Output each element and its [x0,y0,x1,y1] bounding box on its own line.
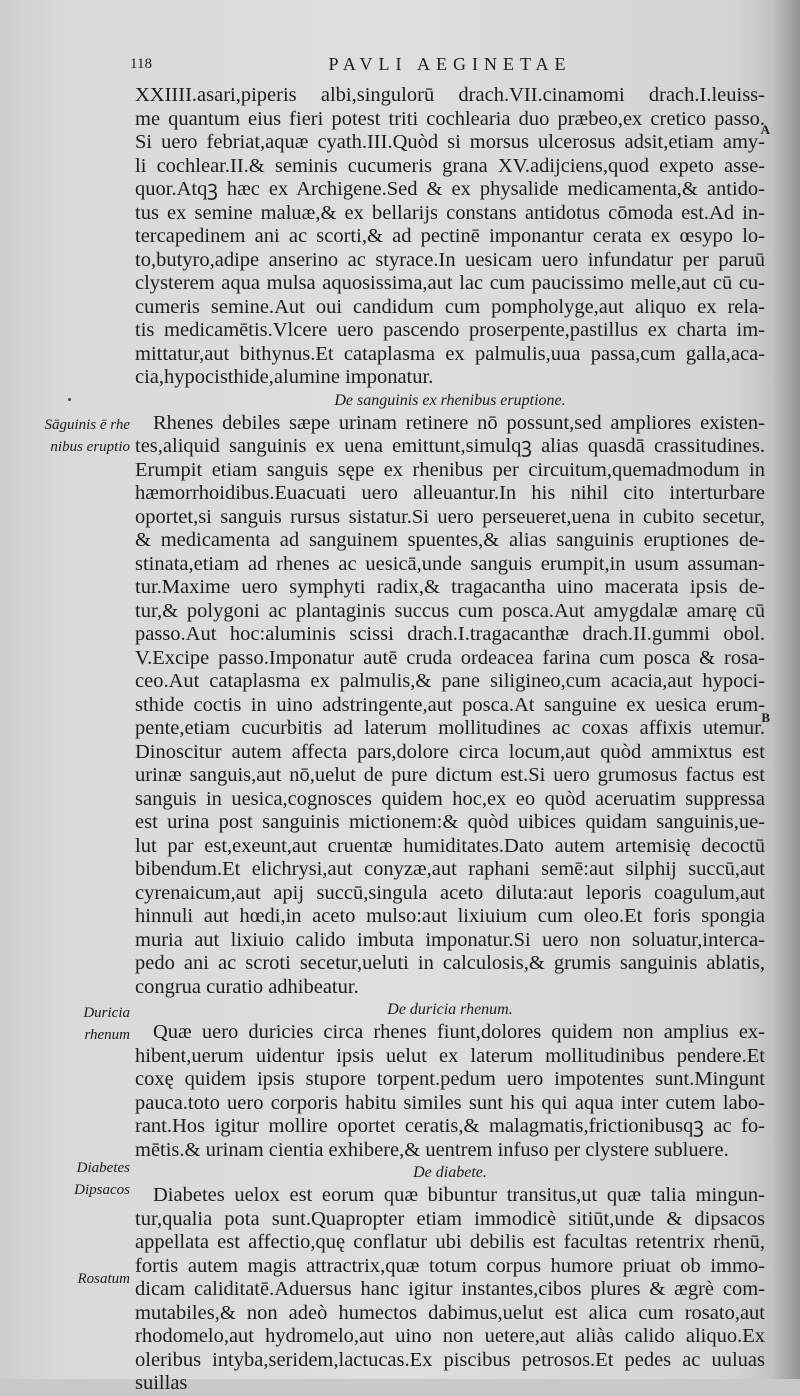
section-duricia [135,1021,765,1162]
section-heading-sanguinis: De sanguinis ex rhenibus eruptione. [334,391,566,409]
page-edge-shadow [772,0,800,1379]
text-line: tur.Maxime uero symphyti radix,& tragacantha uino macerata ipsis de- [135,576,765,598]
text-line: Diabetes uelox est eorum quæ bibuntur transitus,ut quæ talia mingun- [153,1184,765,1206]
text-line: Erumpit etiam sanguis sępe ex rhenibus per circuitum,quemadmodum in [135,458,765,481]
text-line: muria aut lixiuio calido imbuta imponatur.Si uero non soluatur,interca- [135,928,765,951]
text-line: li cochlear.II.& seminis cucumeris grana XV.adijciens,quod expeto asse- [135,154,765,177]
text-line: & medicamenta ad sanguinem spuentes,& alias sanguinis eruptiones de- [135,529,765,551]
margin-note-line: Duricia [83,1005,130,1021]
text-line: appellata est affectio,quę conflatur ubi debilis est facultas retentrix rhenū, [135,1231,765,1253]
text-line: Quæ uero duricies circa rhenes fiunt,dolores quidem non amplius ex- [153,1021,765,1043]
margin-note-line: Rosatum [77,1271,130,1287]
margin-dot [68,398,71,401]
text-line: coxę quidem ipsis stupore torpent.pedum uero impotentes sunt.Mingunt [135,1068,765,1090]
text-line: oportet,si sanguis rursus sistatur.Si uero perseueret,uena in cubito secetur, [135,505,765,528]
margin-note-line: Sāguinis ē rhe [44,417,130,433]
text-line: tur,& polygoni ac plantaginis succus cum posca.Aut amygdalæ amarę cū [135,599,765,622]
text-line: me quantum eius fieri potest triti cochlearia duo præbeo,ex cretico passo. [135,107,765,130]
text-line: sanguis in uesica,cognosces quidem hoc,ex eo quòd aceruatim suppressa [135,787,765,810]
section-previous-continuation [135,84,765,390]
margin-note-line: Diabetes [76,1160,130,1176]
text-line: dicam caliditatē.Aduersus hanc igitur instantes,cibos plures & ægrè com- [135,1278,765,1300]
margin-note-diabetes [30,1157,130,1201]
section-heading-duricia: De duricia rhenum. [387,1001,513,1018]
running-head [130,54,770,78]
margin-note-sanguinis [30,414,130,458]
text-line: hæmorrhoidibus.Euacuati uero alleuantur.In his nihil cito interturbare [135,482,765,504]
section-marker-a: A [760,122,770,137]
text-line: sthide coctis in uino adstringente,aut posca.At sanguine ex uesica erum- [135,693,765,716]
text-line: pente,etiam cucurbitis ad laterum mollitudines ac coxas affixis utemur. [135,717,765,739]
section-heading-diabete: De diabete. [413,1164,487,1181]
text-line: tur,qualia pota sunt.Quapropter etiam immodicè sitiūt,unde & dipsacos [135,1207,765,1230]
text-line: XXIIII.asari,piperis albi,singulorū drach.VII.cinamomi drach.I.leuiss- [135,84,765,106]
section-marker-b: B [761,710,770,725]
text-line: tis medicamētis.Vlcere uero pascendo proserpente,pastillus ex charta im- [135,319,765,341]
text-line: est urina post sanguinis mictionem:& quòd uibices quidam sanguinis,ue- [135,811,765,833]
text-line: lut par est,exeunt,aut cruentæ humiditates.Dato autem artemisię decoctū [135,834,765,857]
text-line: stinata,etiam ad rhenes ac uesicā,unde sanguis erumpit,in usum assuman- [135,552,765,575]
text-line: bibendum.Et elichrysi,aut conyzæ,aut raphani semē:aut silphij succū,aut [135,858,765,880]
margin-note-rosatum [30,1268,130,1290]
section-sanguinis [135,412,765,1000]
text-line: quor.Atqꝫ hæc ex Archigene.Sed & ex physalide medicamenta,& antido- [135,178,765,200]
text-line: tes,aliquid sanguinis ex uena emittunt,simulqꝫ alias quasdā crassitudines. [135,435,765,457]
text-line: mutabiles,& non adeò humectos dabimus,uelut est alica cum rosato,aut [135,1301,765,1324]
text-line: Si uero febriat,aquæ cyath.III.Quòd si morsus ulcerosus adsit,etiam amy- [135,131,765,153]
running-title: PAVLI AEGINETAE [328,54,572,74]
margin-note-line: nibus eruptio [50,439,130,455]
margin-note-line: Dipsacos [74,1182,130,1198]
text-line: tercapedinem ani ac scorti,& ad pectinē imponantur cerata ex œsypo lo- [135,225,765,247]
text-line: oleribus intyba,seridem,lactucas.Ex piscibus petrosos.Et pedes ac uuluas [135,1348,765,1371]
text-line: mētis.& urinam cientia exhibere,& uentrem infuso per clystere subluere. [135,1138,729,1161]
text-line: cia,hypocisthide,alumine imponatur. [135,366,434,388]
text-line: urinæ sanguis,aut nō,uelut de pure dictum est.Si uero grumosus factus est [135,764,765,786]
text-line: Rhenes debiles sæpe urinam retinere nō possunt,sed ampliores existen- [153,411,765,434]
text-line: ceo.Aut cataplasma ex palmulis,& pane siligineo,cum acacia,aut hypoci- [135,670,765,692]
text-line: clysterem aqua mulsa aquosissima,aut lac cum paucissimo melle,aut cū cu- [135,272,765,294]
text-line: congrua curatio adhibeatur. [135,975,359,998]
text-line: mittatur,aut bithynus.Et cataplasma ex palmulis,uua passa,cum galla,aca- [135,342,765,365]
text-line: pedo ani ac scroti secetur,ueluti in calculosis,& grumis sanguinis ablatis, [135,952,765,974]
text-line: Dinoscitur autem affecta pars,dolore circa locum,aut quòd ammixtus est [135,740,765,763]
text-line: cumeris semine.Aut oui candidum cum pompholyge,aut aliquo ex rela- [135,295,765,318]
text-line: rant.Hos igitur mollire oportet ceratis,& malagmatis,frictionibusqꝫ ac fo- [135,1115,765,1137]
margin-note-duricia [30,1002,130,1046]
text-line: cyrenaicum,aut apij succū,singula aceto diluta:aut leporis coagulum,aut [135,881,765,904]
text-line: to,butyro,adipe anserino ac styrace.In uesicam uero infundatur per paruū [135,248,765,271]
page-number: 118 [130,56,152,72]
text-line: hinnuli aut hœdi,in aceto mulso:aut lixiuium cum oleo.Et foris spongia [135,905,765,927]
text-line: rhodomelo,aut hydromelo,aut uino non uetere,aut aliàs calido aliquo.Ex [135,1325,765,1347]
text-line: fortis autem magis attractrix,quæ totum corpus humore priuat ob immo- [135,1254,765,1277]
margin-note-line: rhenum [84,1027,130,1043]
text-line: passo.Aut hoc:aluminis scissi drach.I.tragacanthæ drach.II.gummi obol. [135,623,765,645]
text-line: V.Excipe passo.Imponatur autē cruda ordeacea farina cum posca & rosa- [135,646,765,669]
section-diabete [135,1184,765,1396]
text-line: tus ex semine maluæ,& ex bellarijs constans antidotus cōmoda est.Ad in- [135,201,765,224]
main-text-column [135,84,765,1396]
catchword: suillas [135,1372,188,1394]
text-line: hibent,uerum uidentur ipsis uelut ex laterum mollitudinibus pendere.Et [135,1044,765,1067]
text-line: pauca.toto uero corporis habitu similes sunt his qui aqua inter cutem labo- [135,1091,765,1114]
